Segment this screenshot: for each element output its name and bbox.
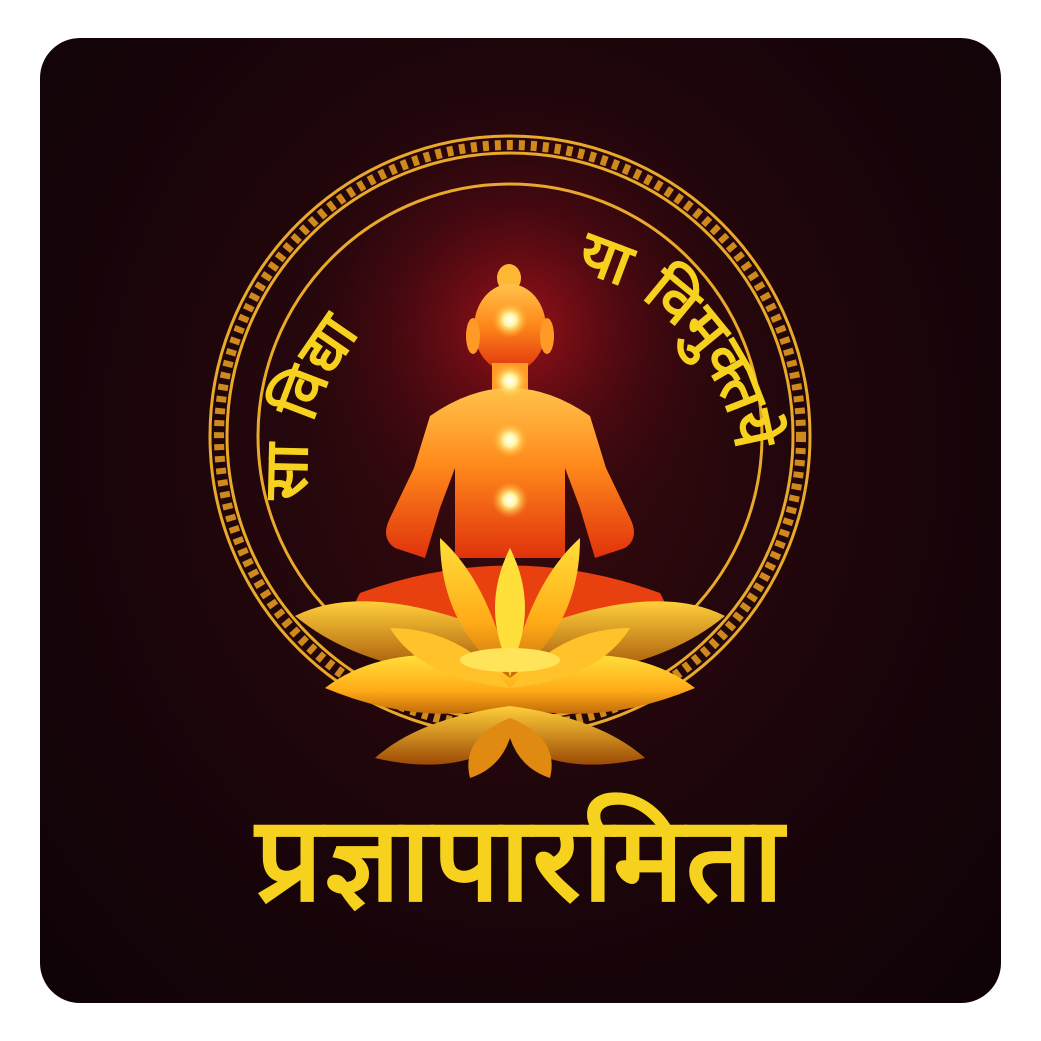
title-text: प्रज्ञापारमिता bbox=[255, 790, 786, 928]
motto-left: सा विद्या bbox=[251, 301, 372, 501]
motto-right: या विमुक्तये bbox=[570, 217, 791, 454]
logo-card bbox=[40, 38, 1001, 1003]
